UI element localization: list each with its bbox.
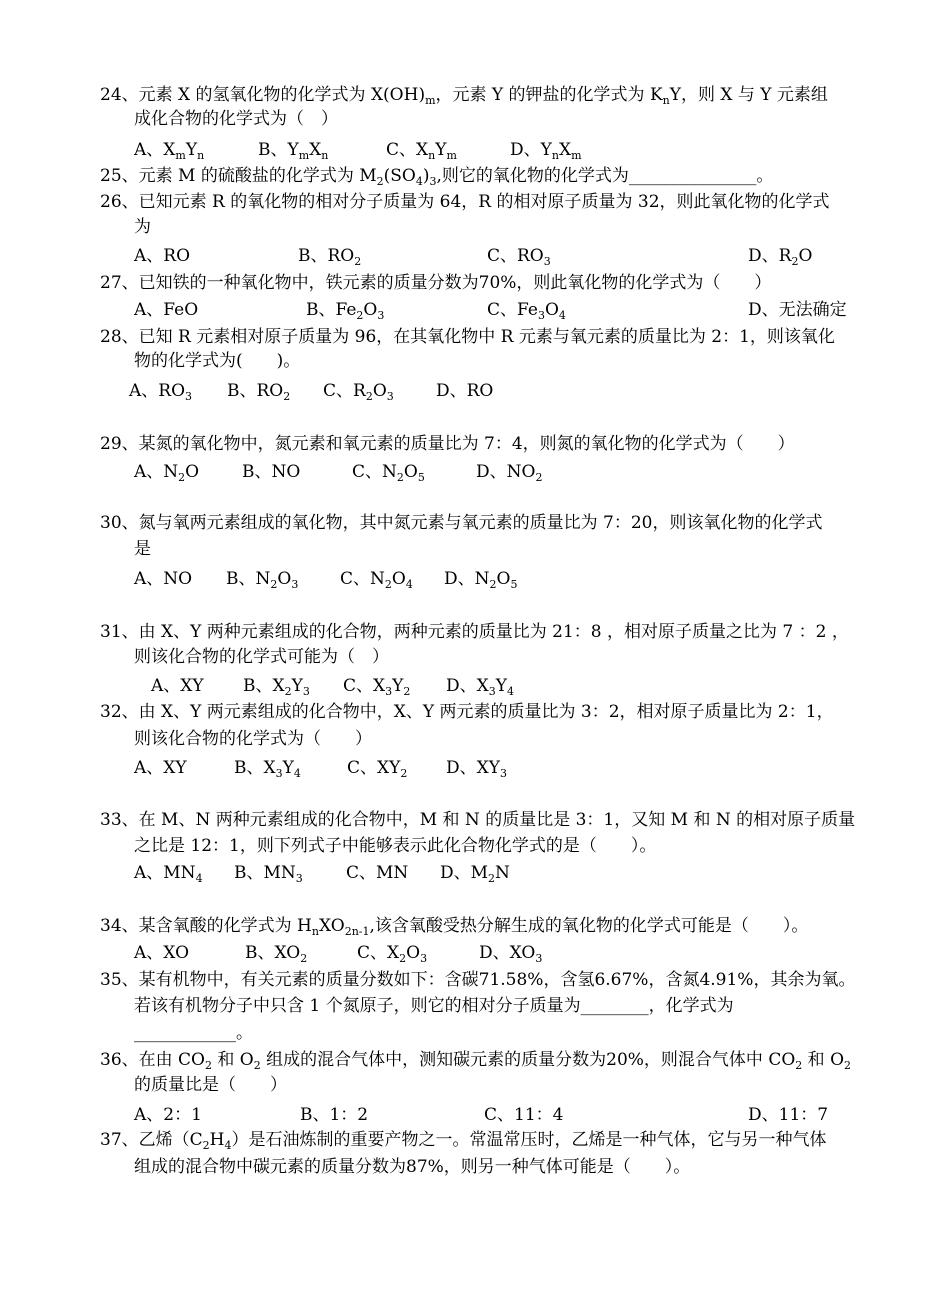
question-24-line-1: 24、元素 X 的氢氧化物的化学式为 $X(OH)_m$，元素 Y 的钾盐的化学式为 $K_nY$，则 X 与 Y 元素组	[100, 85, 828, 107]
question-26-option-D: D、$R_2O$	[748, 246, 813, 268]
question-34-option-B: B、$XO_2$	[245, 943, 308, 965]
question-28-option-D: D、RO	[436, 381, 494, 401]
question-31-line-1: 31、由 X、Y 两种元素组成的化合物，两种元素的质量比为 21：8 ，相对原子质量之比为 7 ：2 ，	[100, 622, 849, 642]
question-36-line-2: 的质量比是（ ）	[134, 1075, 287, 1095]
question-25-line-1: 25、元素 M 的硫酸盐的化学式为 $M_2(SO_4)_3$,则它的氧化物的化学式为_______________。	[100, 166, 774, 188]
question-28-option-B: B、$RO_2$	[227, 381, 291, 403]
question-29-option-C: C、$N_2O_5$	[352, 462, 425, 484]
question-24-option-C: C、$X_nY_m$	[386, 140, 457, 162]
question-36-option-A: A、2：1	[134, 1105, 202, 1125]
question-27-option-A: A、FeO	[134, 300, 199, 320]
question-29-line-1: 29、某氮的氧化物中，氮元素和氧元素的质量比为 7：4，则氮的氧化物的化学式为（ ）	[100, 434, 795, 454]
question-31-option-B: B、$X_2Y_3$	[243, 676, 310, 698]
question-31-line-2: 则该化合物的化学式可能为（ ）	[134, 647, 389, 667]
question-34-option-D: D、$XO_3$	[479, 943, 543, 965]
question-37-line-2: 组成的混合物中碳元素的质量分数为87%，则另一种气体可能是（ ）。	[134, 1157, 691, 1177]
question-27-option-D: D、无法确定	[748, 300, 847, 320]
question-30-line-1: 30、氮与氧两元素组成的氧化物，其中氮元素与氧元素的质量比为 7：20，则该氧化物的化学式	[100, 513, 823, 533]
question-32-option-B: B、$X_3Y_4$	[234, 758, 301, 780]
question-24-option-A: A、$X_mY_n$	[134, 140, 205, 162]
question-28-line-2: 物的化学式为( )。	[134, 351, 301, 371]
question-30-option-C: C、$N_2O_4$	[340, 569, 413, 591]
question-33-option-A: A、$MN_4$	[134, 863, 203, 885]
question-33-option-B: B、$MN_3$	[234, 863, 303, 885]
question-28-line-1: 28、已知 R 元素相对原子质量为 96，在其氧化物中 R 元素与氧元素的质量比为 2：1，则该氧化	[100, 327, 835, 347]
question-34-line-1: 34、某含氧酸的化学式为 $H_nXO_{2n-1}$,该含氧酸受热分解生成的氧化物的化学式可能是（ ）。	[100, 916, 809, 938]
question-24-option-B: B、$Y_mX_n$	[258, 140, 329, 162]
question-35-line-2: 若该有机物分子中只含 1 个氮原子，则它的相对分子质量为________，化学式为	[134, 996, 734, 1016]
question-29-option-A: A、$N_2O$	[134, 462, 200, 484]
question-32-line-1: 32、由 X、Y 两元素组成的化合物中，X、Y 两元素的质量比为 3：2，相对原子质量比为 2：1，	[100, 702, 834, 722]
question-26-line-1: 26、已知元素 R 的氧化物的相对分子质量为 64，R 的相对原子质量为 32，则此氧化物的化学式	[100, 192, 830, 212]
question-35-line-1: 35、某有机物中，有关元素的质量分数如下：含碳71.58%，含氢6.67%，含氮4.91%，其余为氧。	[100, 970, 856, 990]
question-36-line-1: 36、在由 $CO_2$ 和 $O_2$ 组成的混合气体中，测知碳元素的质量分数为20%，则混合气体中 $CO_2$ 和 $O_2$	[100, 1050, 852, 1072]
question-30-option-A: A、NO	[134, 569, 193, 589]
question-36-option-B: B、1：2	[300, 1105, 369, 1125]
question-30-option-D: D、$N_2O_5$	[444, 569, 518, 591]
question-35-line-3: ____________。	[134, 1023, 253, 1043]
question-26-option-A: A、RO	[134, 246, 191, 266]
question-30-option-B: B、$N_2O_3$	[226, 569, 299, 591]
question-32-option-C: C、$XY_2$	[347, 758, 408, 780]
question-29-option-D: D、$NO_2$	[476, 462, 543, 484]
question-26-line-2: 为	[134, 217, 151, 237]
question-24-line-2: 成化合物的化学式为（ ）	[134, 109, 338, 129]
question-27-option-C: C、$Fe_3O_4$	[487, 300, 566, 322]
question-29-option-B: B、NO	[242, 462, 301, 482]
question-33-line-1: 33、在 M、N 两种元素组成的化合物中，M 和 N 的质量比是 3：1，又知 M 和 N 的相对原子质量	[100, 810, 856, 830]
question-33-option-C: C、MN	[346, 863, 409, 883]
question-30-line-2: 是	[134, 539, 151, 559]
question-33-option-D: D、$M_2N$	[440, 863, 510, 885]
question-37-line-1: 37、乙烯$(C_2H_4)$是石油炼制的重要产物之一。常温常压时，乙烯是一种气体，它与另一种气体	[100, 1130, 827, 1152]
question-34-option-C: C、$X_2O_3$	[357, 943, 428, 965]
question-32-line-2: 则该化合物的化学式为（ ）	[134, 729, 372, 749]
question-26-option-C: C、$RO_3$	[487, 246, 551, 268]
question-27-line-1: 27、已知铁的一种氧化物中，铁元素的质量分数为70%，则此氧化物的化学式为（ ）	[100, 273, 772, 293]
question-27-option-B: B、$Fe_2O_3$	[306, 300, 385, 322]
question-32-option-D: D、$XY_3$	[446, 758, 507, 780]
question-32-option-A: A、XY	[134, 758, 187, 778]
question-36-option-D: D、11：7	[748, 1105, 829, 1125]
question-33-line-2: 之比是 12：1，则下列式子中能够表示此化合物化学式的是（ ）。	[134, 836, 657, 856]
question-28-option-A: A、$RO_3$	[129, 381, 193, 403]
question-34-option-A: A、XO	[134, 943, 190, 963]
question-31-option-A: A、XY	[151, 676, 204, 696]
question-31-option-D: D、$X_3Y_4$	[446, 676, 514, 698]
question-31-option-C: C、$X_3Y_2$	[343, 676, 411, 698]
question-24-option-D: D、$Y_nX_m$	[510, 140, 582, 162]
question-36-option-C: C、11：4	[484, 1105, 564, 1125]
question-28-option-C: C、$R_2O_3$	[323, 381, 394, 403]
question-26-option-B: B、$RO_2$	[298, 246, 362, 268]
